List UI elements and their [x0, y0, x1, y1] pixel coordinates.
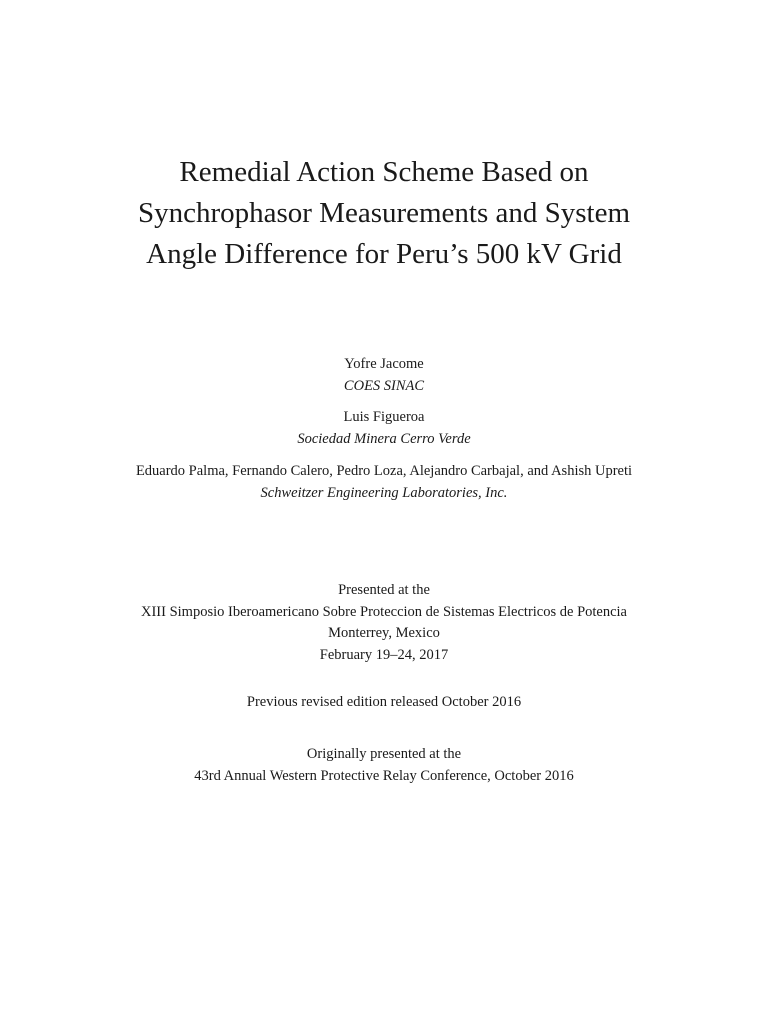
original-event: 43rd Annual Western Protective Relay Conference, October 2016: [194, 767, 574, 784]
author-block-3: [0, 461, 768, 504]
presented-block: [0, 580, 768, 666]
original-block: [0, 744, 768, 787]
author-block-1: [0, 354, 768, 397]
author-affiliation: Sociedad Minera Cerro Verde: [297, 430, 471, 447]
author-affiliation: COES SINAC: [343, 377, 425, 394]
presented-dates: February 19–24, 2017: [319, 646, 449, 663]
author-block-2: [0, 407, 768, 450]
author-names: Luis Figueroa: [343, 409, 425, 425]
author-affiliation: Schweitzer Engineering Laboratories, Inc.: [260, 484, 508, 501]
revision-text: Previous revised edition released October 2016: [246, 694, 522, 710]
paper-title: [0, 152, 768, 275]
original-intro: Originally presented at the: [306, 746, 462, 762]
title-line-1: Remedial Action Scheme Based on: [179, 156, 589, 188]
title-line-3: Angle Difference for Peru’s 500 kV Grid: [146, 238, 622, 270]
presented-event: XIII Simposio Iberoamericano Sobre Proteccion de Sistemas Electricos de Potencia: [140, 603, 627, 620]
title-line-2: Synchrophasor Measurements and System: [137, 197, 631, 229]
revision-block: [0, 692, 768, 714]
presented-location: Monterrey, Mexico: [328, 625, 440, 641]
author-names: Yofre Jacome: [344, 356, 424, 372]
presented-intro: Presented at the: [338, 582, 430, 598]
author-names: Eduardo Palma, Fernando Calero, Pedro Loza, Alejandro Carbajal, and Ashish Upreti: [135, 463, 633, 479]
